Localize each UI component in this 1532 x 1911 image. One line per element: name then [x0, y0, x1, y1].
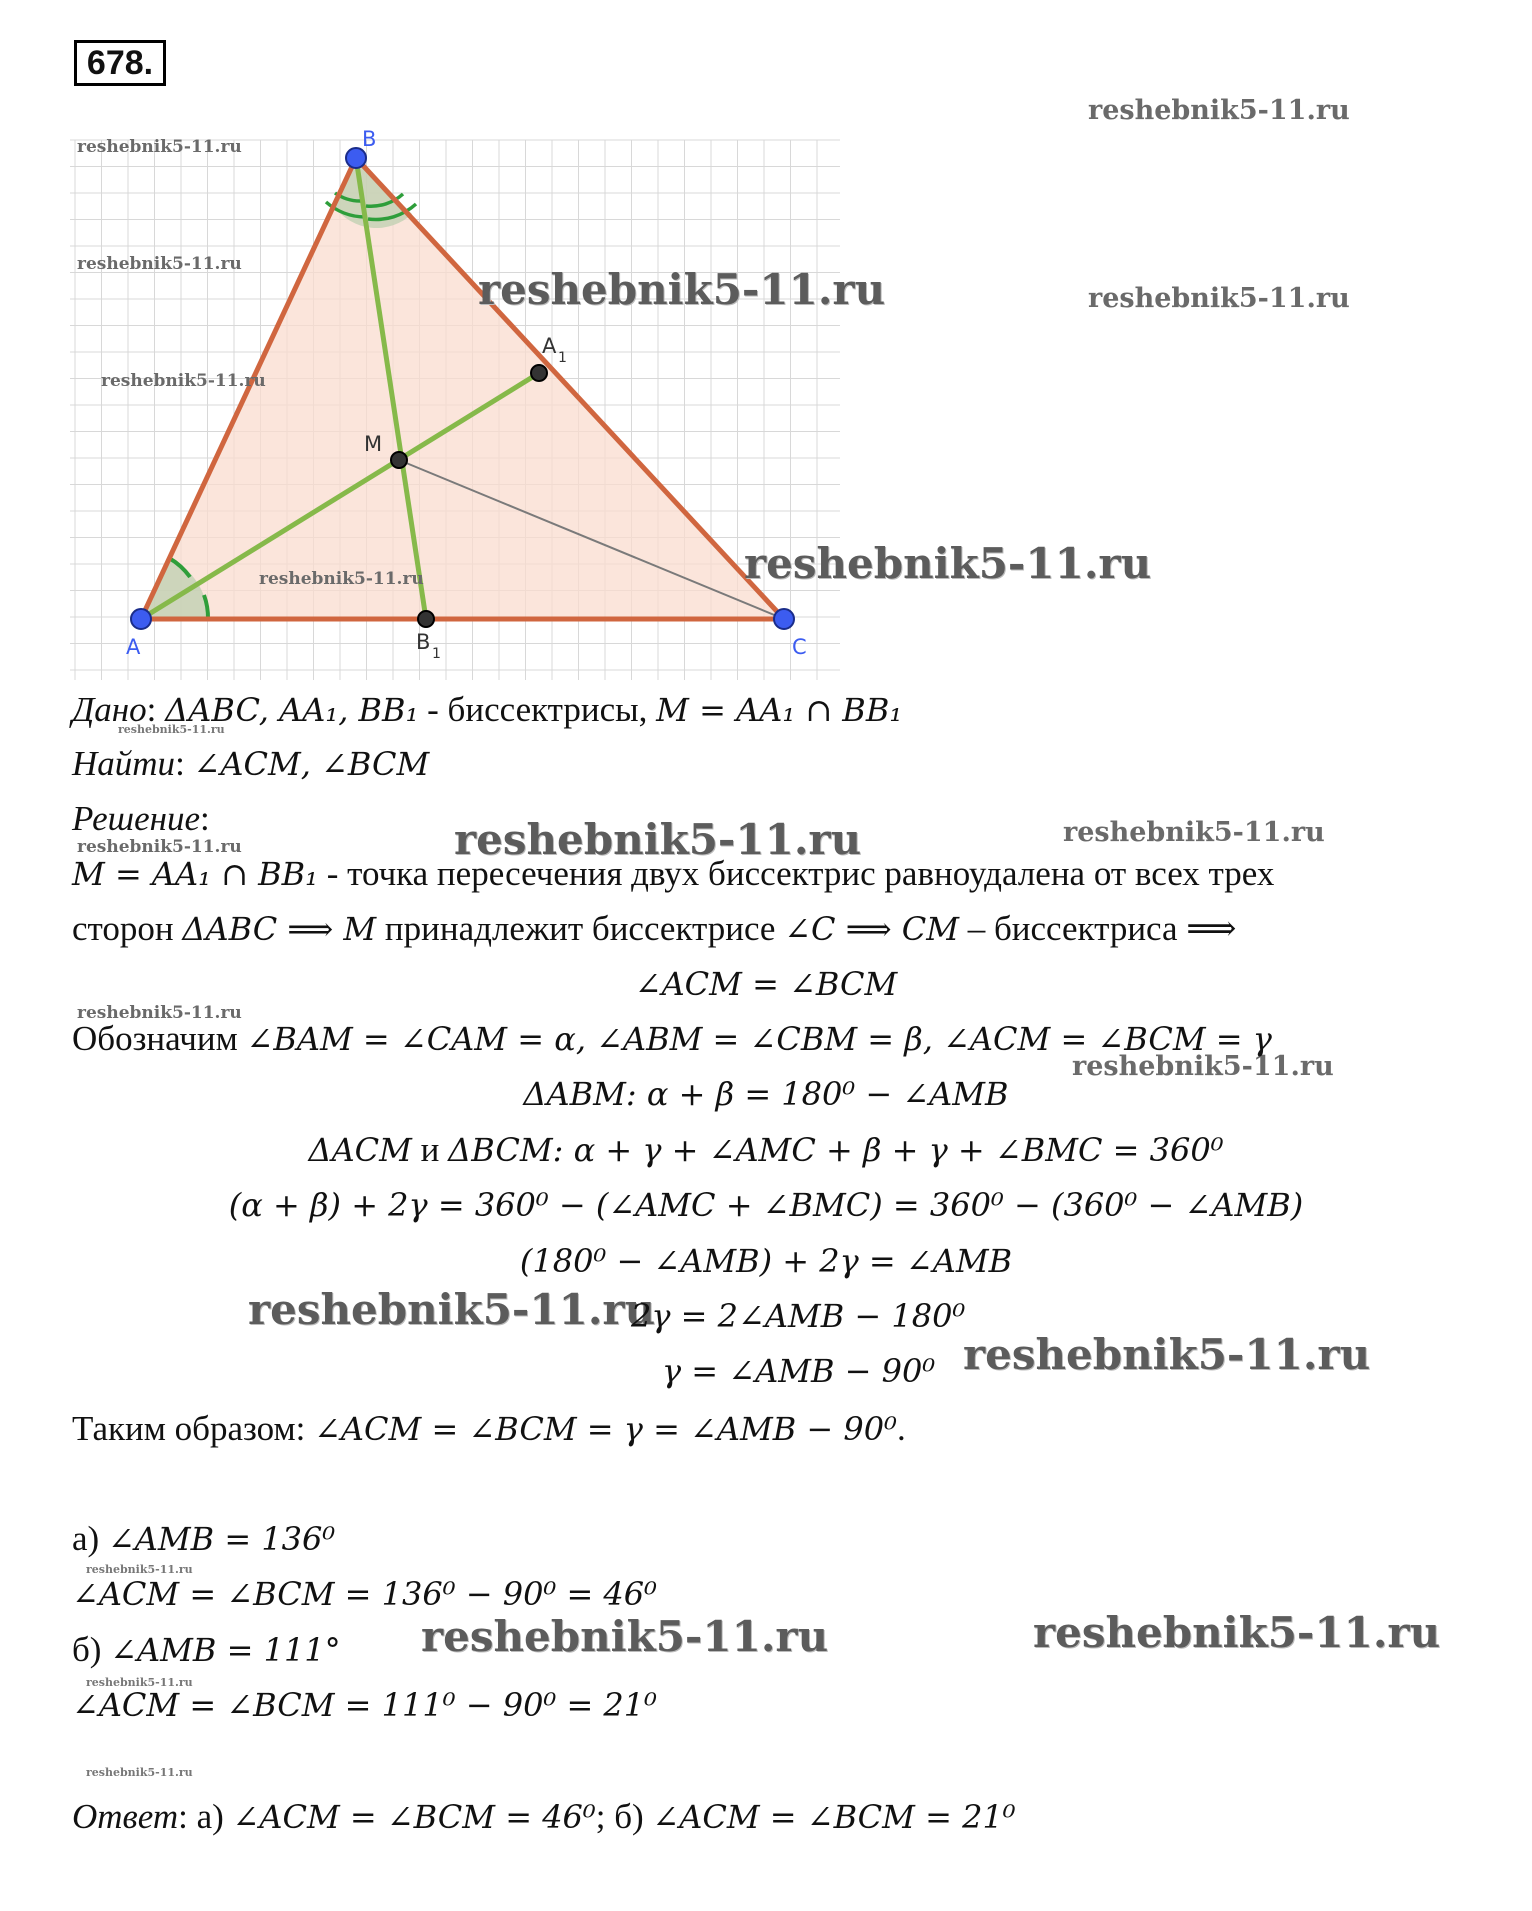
given-label: Дано [72, 690, 147, 729]
solution-heading [72, 797, 210, 841]
equation-2-text: и [411, 1130, 449, 1169]
find-expr: ∠ACM, ∠BCM [193, 745, 430, 783]
conclusion-end: . [896, 1409, 906, 1448]
watermark: reshebnik5-11.ru [248, 1285, 656, 1334]
answer-math: ∠ACM = ∠BCM = 21⁰ [652, 1798, 1016, 1836]
notation-line [72, 1017, 1272, 1061]
label-c: C [792, 635, 807, 659]
part-a-label: а) [72, 1519, 108, 1558]
solution-math: ΔABC ⟹ M [182, 910, 377, 948]
solution-math: ∠C ⟹ CM [784, 910, 959, 948]
conclusion-line [72, 1407, 906, 1451]
solution-text: – биссектриса ⟹ [958, 909, 1237, 948]
watermark: reshebnik5-11.ru [118, 723, 225, 736]
watermark: reshebnik5-11.ru [86, 1563, 193, 1576]
label-a1-sub: 1 [558, 350, 567, 366]
notation-math: ∠BAM = ∠CAM = α, ∠ABM = ∠CBM = β, ∠ACM = ∠BCM = γ [246, 1020, 1272, 1058]
part-a-given [72, 1517, 335, 1561]
part-a-result: ∠ACM = ∠BCM = 136⁰ − 90⁰ = 46⁰ [72, 1575, 657, 1613]
given-text: - биссектрисы, [418, 690, 657, 729]
given-sep: : [146, 690, 157, 729]
conclusion-math: ∠ACM = ∠BCM = γ = ∠AMB − 90⁰ [314, 1410, 897, 1448]
solution-label: Решение [72, 799, 201, 838]
solution-line-2 [72, 907, 1236, 951]
watermark: reshebnik5-11.ru [101, 371, 266, 391]
part-a-given-math: ∠AMB = 136⁰ [107, 1520, 336, 1558]
given-expr: ΔABC, AA₁, BB₁ [165, 691, 419, 729]
given-line [72, 688, 902, 732]
watermark: reshebnik5-11.ru [259, 569, 424, 589]
point-c [774, 609, 794, 629]
part-b-given-math: ∠AMB = 111° [110, 1631, 341, 1669]
problem-number: 678. [74, 40, 166, 86]
watermark: reshebnik5-11.ru [1072, 1051, 1334, 1082]
part-b-given [72, 1628, 341, 1672]
equation-4: (180⁰ − ∠AMB) + 2γ = ∠AMB [519, 1242, 1013, 1280]
label-b: B [362, 127, 377, 151]
watermark: reshebnik5-11.ru [1088, 95, 1350, 126]
watermark: reshebnik5-11.ru [86, 1676, 193, 1689]
point-b1 [418, 611, 434, 627]
solution-text: - точка пересечения двух биссектрис равноудалена от всех трех [317, 854, 1275, 893]
label-a1: A [542, 334, 557, 358]
equation-acm-bcm: ∠ACM = ∠BCM [634, 965, 898, 1003]
equation-2 [0, 1128, 1532, 1172]
triangle-figure [70, 127, 850, 685]
solution-sep: : [200, 799, 210, 838]
answer-text: ; б) [595, 1797, 653, 1836]
watermark: reshebnik5-11.ru [77, 1003, 242, 1023]
part-b-result: ∠ACM = ∠BCM = 111⁰ − 90⁰ = 21⁰ [72, 1686, 657, 1724]
notation-text: Обозначим [72, 1019, 247, 1058]
solution-line-1 [72, 852, 1274, 896]
watermark: reshebnik5-11.ru [77, 254, 242, 274]
label-a: A [126, 635, 141, 659]
equation-1: ΔABM: α + β = 180⁰ − ∠AMB [523, 1075, 1009, 1113]
label-b1: B [416, 630, 431, 654]
label-m: M [364, 432, 383, 456]
point-m [391, 452, 407, 468]
watermark: reshebnik5-11.ru [1063, 817, 1325, 848]
answer-math: ∠ACM = ∠BCM = 46⁰ [232, 1798, 596, 1836]
find-label: Найти [72, 744, 176, 783]
equation-6: γ = ∠AMB − 90⁰ [662, 1352, 936, 1390]
point-a [131, 609, 151, 629]
watermark: reshebnik5-11.ru [744, 539, 1152, 588]
find-line [72, 742, 429, 786]
answer-sep: : [178, 1797, 188, 1836]
solution-text: принадлежит биссектрисе [376, 909, 785, 948]
answer-line [72, 1795, 1016, 1839]
solution-math: M = AA₁ ∩ BB₁ [72, 855, 318, 893]
watermark: reshebnik5-11.ru [86, 1766, 193, 1779]
label-b1-sub: 1 [432, 646, 441, 662]
answer-label: Ответ [72, 1797, 179, 1836]
watermark: reshebnik5-11.ru [478, 265, 886, 314]
given-expr2: M = AA₁ ∩ BB₁ [656, 691, 903, 729]
part-b-label: б) [72, 1630, 111, 1669]
point-b [346, 148, 366, 168]
conclusion-text: Таким образом: [72, 1409, 315, 1448]
watermark: reshebnik5-11.ru [963, 1330, 1371, 1379]
solution-text: сторон [72, 909, 183, 948]
find-sep: : [175, 744, 185, 783]
watermark: reshebnik5-11.ru [77, 137, 242, 157]
answer-text: а) [187, 1797, 233, 1836]
equation-5: 2γ = 2∠AMB − 180⁰ [631, 1297, 966, 1335]
point-a1 [531, 365, 547, 381]
equation-2-math-b: ΔBCM: α + γ + ∠AMC + β + γ + ∠BMC = 360⁰ [448, 1131, 1224, 1169]
watermark: reshebnik5-11.ru [421, 1612, 829, 1661]
watermark: reshebnik5-11.ru [454, 815, 862, 864]
watermark: reshebnik5-11.ru [77, 837, 242, 857]
equation-3: (α + β) + 2γ = 360⁰ − (∠AMC + ∠BMC) = 360⁰ − (360⁰ − ∠AMB) [228, 1186, 1304, 1224]
watermark: reshebnik5-11.ru [1033, 1608, 1441, 1657]
watermark: reshebnik5-11.ru [1088, 283, 1350, 314]
equation-2-math-a: ΔACM [308, 1131, 412, 1169]
